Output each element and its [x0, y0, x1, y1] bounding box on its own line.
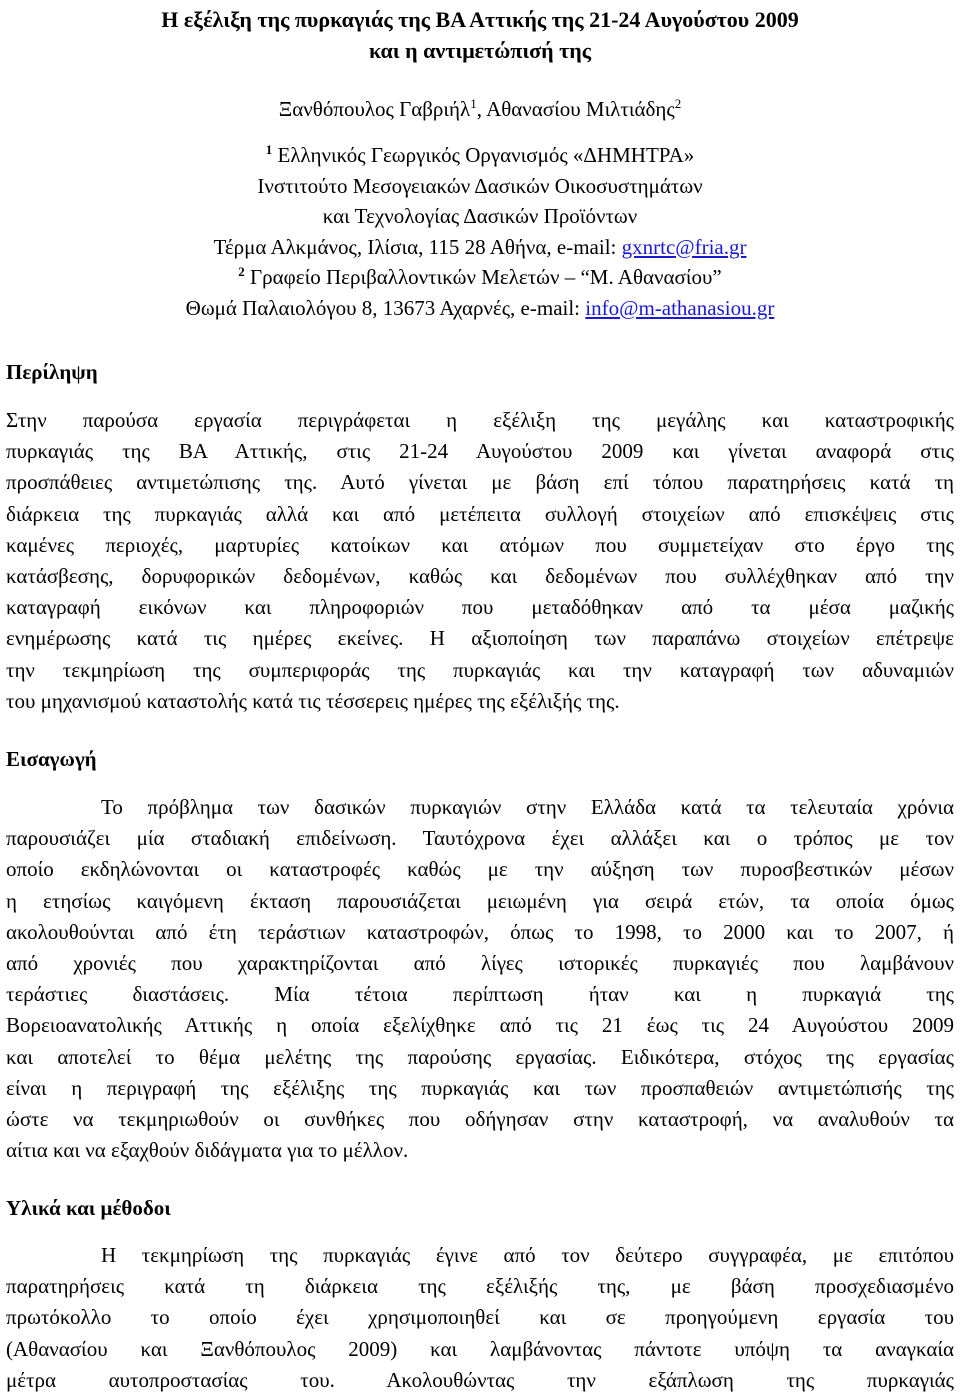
abstract-paragraph [6, 405, 954, 717]
text-line: η ετησίως καιγόμενη έκταση παρουσιάζεται μειωμένη για σειρά ετών, τα οποία όμως [6, 888, 954, 913]
text-line: Η τεκμηρίωση της πυρκαγιάς έγινε από τον δεύτερο συγγραφέα, με επιτόπου [101, 1243, 954, 1267]
affiliation-2-line-2 [6, 293, 954, 324]
text-line: προσπάθειες αντιμετώπισης της. Αυτό γίνεται με βάση επί τόπου παρατηρήσεις κατά τη [6, 470, 954, 495]
text-line: και αποτελεί το θέμα μελέτης της παρούσης εργασίας. Ειδικότερα, στόχος της εργασίας [6, 1044, 954, 1069]
introduction-paragraph [6, 792, 954, 1166]
author-2: Αθανασίου Μιλτιάδης [486, 97, 675, 121]
author-2-affiliation-mark: 2 [674, 96, 682, 111]
affiliation-1-address: Τέρμα Αλκμάνος, Ιλίσια, 115 28 Αθήνα, e-mail: [213, 234, 622, 259]
text-line: (Αθανασίου και Ξανθόπουλος 2009) και λαμβάνοντας πάντοτε υπόψη τα αναγκαία [6, 1336, 954, 1361]
affiliation-1-line-1 [6, 140, 954, 171]
affiliation-2-address: Θωμά Παλαιολόγου 8, 13673 Αχαρνές, e-mail: [185, 295, 586, 320]
text-line: την τεκμηρίωση της συμπεριφοράς της πυρκαγιάς και την καταγραφή των αδυναμιών [6, 657, 954, 682]
text-line: ακολουθούνται από έτη τεράστιων καταστροφών, όπως το 1998, το 2000 και το 2007, ή [6, 919, 954, 944]
authors-line [6, 94, 954, 125]
author-separator: , [476, 97, 487, 121]
title-line-1: Η εξέλιξη της πυρκαγιάς της ΒΑ Αττικής της 21-24 Αυγούστου 2009 [161, 7, 799, 32]
text-line: του μηχανισμού καταστολής κατά τις τέσσερεις ημέρες της εξέλιξής της. [6, 688, 620, 713]
text-line: από χρονιές που χαρακτηρίζονται από λίγες ιστορικές πυρκαγιές που λαμβάνουν [6, 951, 954, 976]
text-line: καμένες περιοχές, μαρτυρίες κατοίκων και ατόμων που συμμετείχαν στο έργο της [6, 532, 954, 557]
methods-paragraph [6, 1240, 954, 1396]
text-line: παρουσιάζει μία σταδιακή επιδείνωση. Ταυτόχρονα έχει αλλάξει και ο τρόπος με τον [6, 826, 954, 851]
affiliation-1-name: Ελληνικός Γεωργικός Οργανισμός «ΔΗΜΗΤΡΑ» [272, 143, 695, 167]
text-line: τεράστιες διαστάσεις. Μία τέτοια περίπτωση ήταν και η πυρκαγιά της [6, 982, 954, 1007]
affiliations [6, 140, 954, 323]
text-line: οποίο εκδηλώνονται οι καταστροφές καθώς με την αύξηση των πυροσβεστικών μέσων [6, 857, 954, 882]
introduction-heading: Εισαγωγή [6, 747, 97, 771]
text-line: Βορειοανατολικής Αττικής η οποία εξελίχθηκε από τις 21 έως τις 24 Αυγούστου 2009 [6, 1013, 954, 1038]
methods-heading: Υλικά και μέθοδοι [6, 1196, 171, 1220]
affiliation-1-email-link[interactable]: gxnrtc@fria.gr [621, 234, 747, 259]
text-line: πυρκαγιάς της ΒΑ Αττικής, στις 21-24 Αυγούστου 2009 και γίνεται αναφορά στις [6, 439, 954, 464]
title-line-2: και η αντιμετώπισή της [368, 38, 592, 63]
text-line: είναι η περιγραφή της εξέλιξης της πυρκαγιάς και των προσπαθειών αντιμετώπισής της [6, 1075, 954, 1100]
text-line: ώστε να τεκμηριωθούν οι συνθήκες που οδήγησαν στην καταστροφή, να αναλυθούν τα [6, 1107, 954, 1132]
text-line: καταγραφή εικόνων και πληροφοριών που μεταδόθηκαν από τα μέσα μαζικής [6, 595, 954, 620]
affiliation-1-line-4 [6, 232, 954, 263]
text-line: αίτια και να εξαχθούν διδάγματα για το μέλλον. [6, 1138, 409, 1163]
text-line: πρωτόκολλο το οποίο έχει χρησιμοποιηθεί και σε προηγούμενη εργασία του [6, 1305, 954, 1330]
text-line: μέτρα αυτοπροστασίας του. Ακολουθώντας την εξάπλωση της πυρκαγιάς [6, 1367, 954, 1392]
affiliation-1-line-3: και Τεχνολογίας Δασικών Προϊόντων [322, 204, 638, 228]
paper-title [6, 4, 954, 66]
text-line: Στην παρούσα εργασία περιγράφεται η εξέλιξη της μεγάλης και καταστροφικής [6, 408, 954, 432]
affiliation-2-name: Γραφείο Περιβαλλοντικών Μελετών – “Μ. Αθανασίου” [244, 265, 722, 289]
text-line: παρατηρήσεις κατά τη διάρκεια της εξέλιξής της, με βάση προσχεδιασμένο [6, 1274, 954, 1299]
text-line: κατάσβεσης, δορυφορικών δεδομένων, καθώς και δεδομένων που συλλέχθηκαν από την [6, 564, 954, 589]
affiliation-2-email-link[interactable]: info@m-athanasiou.gr [585, 295, 775, 320]
affiliation-2-mark: 2 [238, 264, 245, 279]
author-1: Ξανθόπουλος Γαβριήλ [278, 97, 471, 121]
affiliation-1-mark: 1 [265, 142, 273, 157]
affiliation-2-line-1 [6, 262, 954, 293]
author-1-affiliation-mark: 1 [470, 96, 477, 111]
text-line: Το πρόβλημα των δασικών πυρκαγιών στην Ελλάδα κατά τα τελευταία χρόνια [101, 795, 954, 819]
text-line: διάρκεια της πυρκαγιάς αλλά και από μετέπειτα συλλογή στοιχείων από επισκέψεις στις [6, 501, 954, 526]
author-list [6, 94, 954, 125]
affiliation-1-line-2: Ινστιτούτο Μεσογειακών Δασικών Οικοσυστημάτων [257, 173, 703, 198]
abstract-heading: Περίληψη [6, 360, 98, 384]
text-line: ενημέρωσης κατά τις ημέρες εκείνες. Η αξιοποίηση των παραπάνω στοιχείων επέτρεψε [6, 626, 954, 651]
